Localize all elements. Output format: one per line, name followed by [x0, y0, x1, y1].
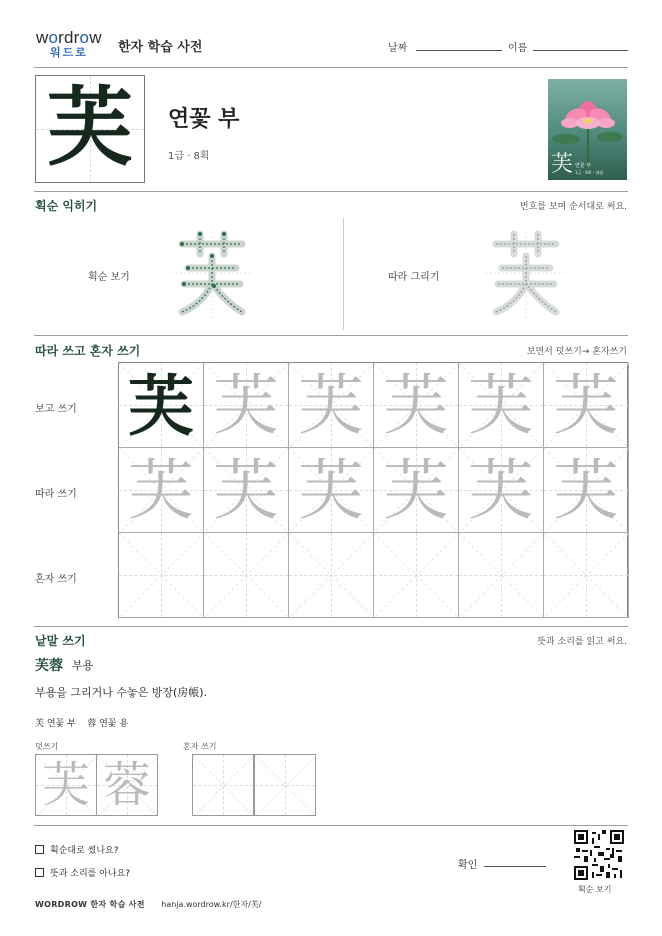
vocab-parts: 芙 연꽃 부 蓉 연꽃 용	[35, 719, 129, 729]
vocab-trace-cell[interactable]	[96, 754, 158, 816]
practice-cell[interactable]	[374, 363, 459, 448]
checklist-text: 뜻과 소리를 아나요?	[50, 869, 131, 879]
checklist-item[interactable]	[35, 843, 119, 856]
practice-cell[interactable]	[459, 448, 544, 533]
photo-character: 芙	[551, 152, 574, 177]
logo-korean: 워드로	[50, 46, 88, 59]
trace-glyph: 芙	[553, 452, 619, 529]
stroke-order-diagram	[172, 228, 252, 318]
section-divider	[34, 825, 628, 826]
trace-glyph: 芙	[298, 452, 364, 529]
practice-cell[interactable]	[204, 533, 289, 618]
stroke-section-note: 번호를 보며 순서대로 써요.	[519, 202, 627, 212]
site-title: 한자 학습 사전	[118, 40, 203, 55]
checkbox[interactable]	[35, 868, 44, 877]
practice-cell[interactable]	[289, 533, 374, 618]
grade-strokes: 1급 · 8획	[168, 151, 210, 162]
practice-cell[interactable]	[459, 533, 544, 618]
practice-cell[interactable]	[459, 363, 544, 448]
vocab-alone-cell[interactable]	[192, 754, 254, 816]
practice-cell[interactable]	[119, 448, 204, 533]
practice-cell[interactable]	[289, 448, 374, 533]
practice-grid	[118, 362, 628, 618]
stroke-section-title: 획순 익히기	[35, 199, 98, 213]
trace-glyph: 芙	[383, 367, 449, 444]
trace-label: 따라 그리기	[388, 272, 440, 283]
stroke-trace-diagram[interactable]	[486, 228, 566, 318]
name-label: 이름	[508, 43, 528, 54]
checklist-item[interactable]	[35, 866, 130, 879]
vocab-section-title: 낱말 쓰기	[35, 634, 86, 648]
main-character: 芙	[47, 77, 133, 178]
practice-cell[interactable]	[374, 448, 459, 533]
header-divider	[34, 67, 628, 68]
practice-cell[interactable]	[204, 448, 289, 533]
vocab-trace-cell[interactable]	[35, 754, 97, 816]
vocab-trace-glyph: 蓉	[102, 757, 151, 813]
practice-section-title: 따라 쓰고 혼자 쓰기	[35, 344, 141, 358]
footer-url[interactable]: hanja.wordrow.kr/한자/芙/	[161, 900, 262, 909]
lotus-photo-card	[548, 79, 627, 180]
vocab-section-note: 뜻과 소리를 읽고 써요.	[537, 637, 627, 647]
practice-cell[interactable]	[119, 533, 204, 618]
photo-subcaption: 1급 · 8획 · 部首	[575, 170, 604, 175]
qr-caption: 획순 보기	[578, 885, 612, 894]
date-label: 날짜	[388, 43, 408, 54]
footer-brand: WORDROW 한자 학습 사전	[35, 900, 145, 909]
trace-glyph: 芙	[298, 367, 364, 444]
trace-glyph: 芙	[553, 367, 619, 444]
trace-glyph: 芙	[213, 367, 279, 444]
vocab-word: 芙蓉	[35, 658, 63, 674]
stroke-order-svg	[172, 228, 252, 318]
stroke-trace-svg	[486, 228, 566, 318]
trace-glyph: 芙	[468, 367, 534, 444]
vocab-trace-label: 덧쓰기	[35, 742, 59, 751]
vocab-definition: 부용을 그리거나 수놓은 방장(房帳).	[35, 686, 208, 699]
qr-code[interactable]	[574, 830, 624, 880]
row-label-trace: 따라 쓰기	[35, 489, 77, 500]
date-field[interactable]	[416, 50, 502, 51]
practice-cell[interactable]	[374, 533, 459, 618]
vocab-trace-glyph: 芙	[41, 757, 90, 813]
checkbox[interactable]	[35, 845, 44, 854]
checklist-text: 획순대로 썼나요?	[50, 846, 119, 856]
practice-cell[interactable]	[544, 363, 629, 448]
confirm-field[interactable]	[484, 866, 546, 867]
main-character-box	[35, 75, 145, 183]
practice-cell[interactable]	[289, 363, 374, 448]
vocab-reading: 부용	[72, 659, 94, 672]
stroke-panel-divider	[343, 218, 344, 330]
practice-cell[interactable]	[204, 363, 289, 448]
section-divider	[34, 191, 628, 192]
footer	[35, 899, 261, 910]
trace-glyph: 芙	[128, 452, 194, 529]
vocab-alone-label: 혼자 쓰기	[183, 742, 217, 751]
section-divider	[34, 626, 628, 627]
confirm-label: 확인	[458, 860, 478, 871]
practice-cell[interactable]	[544, 533, 629, 618]
row-label-alone: 혼자 쓰기	[35, 574, 77, 585]
trace-glyph: 芙	[213, 452, 279, 529]
practice-section-note: 보면서 덧쓰기→ 혼자쓰기	[526, 347, 627, 357]
practice-cell[interactable]	[544, 448, 629, 533]
model-glyph: 芙	[128, 367, 194, 445]
photo-caption: 연꽃 부	[575, 163, 592, 169]
vocab-alone-cell[interactable]	[254, 754, 316, 816]
practice-cell[interactable]	[119, 363, 204, 448]
name-field[interactable]	[533, 50, 628, 51]
trace-glyph: 芙	[468, 452, 534, 529]
stroke-view-label: 획순 보기	[88, 272, 130, 283]
qr-icon	[574, 830, 624, 880]
section-divider	[34, 335, 628, 336]
row-label-see: 보고 쓰기	[35, 404, 77, 415]
logo-wordmark: wordrow	[36, 28, 102, 47]
trace-glyph: 芙	[383, 452, 449, 529]
meaning-sound: 연꽃 부	[168, 107, 240, 132]
